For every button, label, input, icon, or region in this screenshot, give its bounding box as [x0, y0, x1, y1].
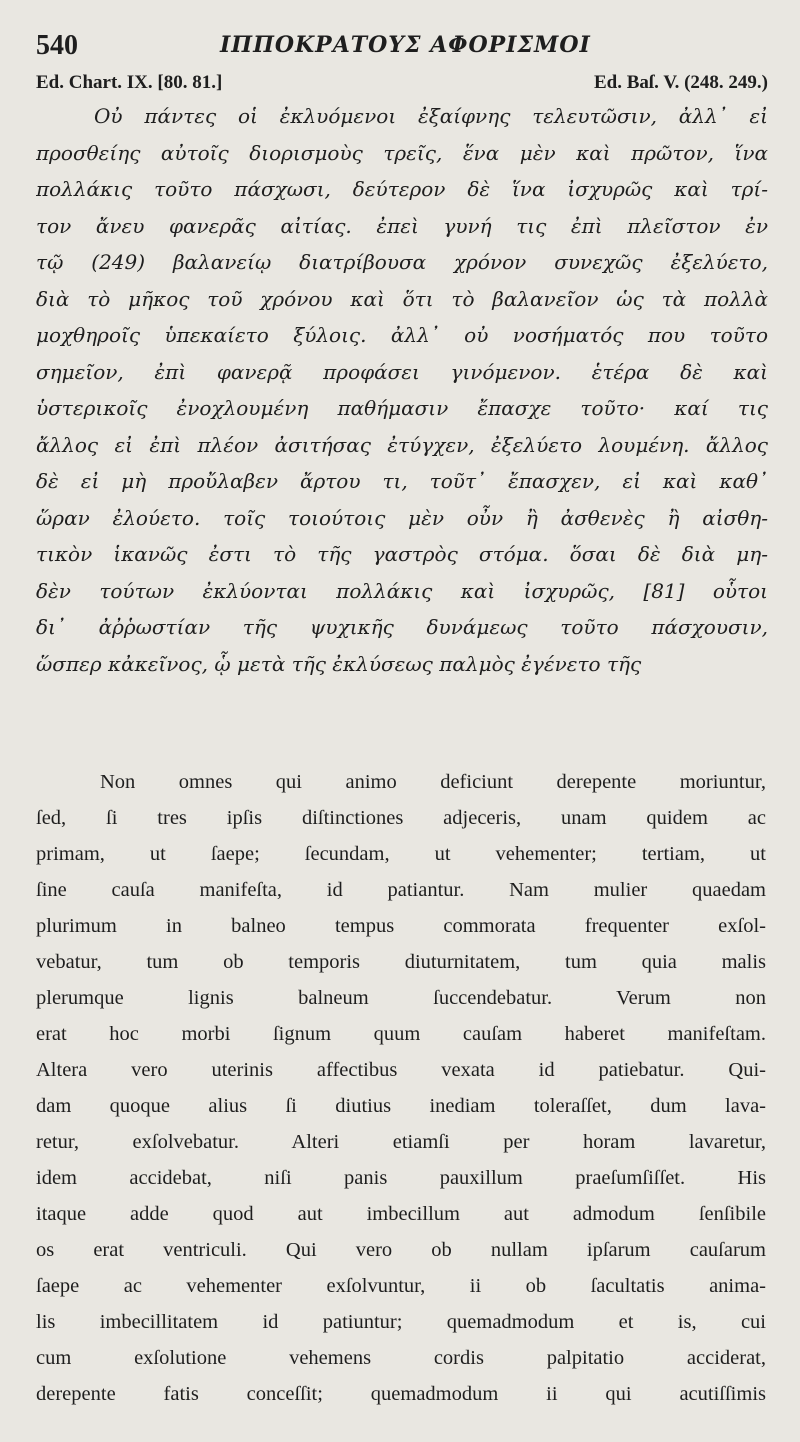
greek-text-block — [36, 98, 768, 682]
latin-line: plerumque lignis balneum ſuccendebatur. Verum non — [36, 987, 766, 1009]
latin-line: erat hoc morbi ſignum quum cauſam haberet manifeſtam. — [36, 1023, 766, 1045]
greek-line: μοχθηροῖς ὑπεκαίετο ξύλοις. ἀλλ᾿ οὐ νοσήματός που τοῦτο — [36, 323, 768, 347]
greek-line: ὥραν ἐλούετο. τοῖς τοιούτοις μὲν οὖν ἢ ἀσθενὲς ἢ αἰσθη- — [36, 505, 768, 530]
greek-line: Οὐ πάντες οἱ ἐκλυόμενοι ἐξαίφνης τελευτῶσιν, ἀλλ᾿ εἰ — [94, 104, 768, 128]
latin-line: retur, exſolvebatur. Alteri etiamſi per horam lavaretur, — [36, 1131, 766, 1153]
latin-line: lis imbecillitatem id patiuntur; quemadmodum et is, cui — [36, 1311, 766, 1333]
latin-line: ſine cauſa manifeſta, id patiantur. Nam mulier quaedam — [36, 879, 766, 901]
latin-line: idem accidebat, niſi panis pauxillum praeſumſiſſet. His — [36, 1167, 766, 1189]
running-title: ΙΠΠΟΚΡΑΤΟΥΣ ΑΦΟΡΙΣΜΟΙ — [220, 32, 591, 58]
latin-line: derepente fatis conceſſit; quemadmodum ii qui acutiſſimis — [36, 1383, 766, 1405]
latin-line: ſaepe ac vehementer exſolvuntur, ii ob ſacultatis anima- — [36, 1275, 766, 1297]
latin-line: Non omnes qui animo deficiunt derepente moriuntur, — [100, 771, 766, 793]
greek-line: πολλάκις τοῦτο πάσχωσι, δεύτερον δὲ ἵνα ἰσχυρῶς καὶ τρί- — [36, 177, 768, 201]
latin-line: ſed, ſi tres ipſis diſtinctiones adjeceris, unam quidem ac — [36, 807, 766, 829]
greek-line: ἄλλος εἰ ἐπὶ πλέον ἀσιτήσας ἐτύγχεν, ἐξελύετο λουμένη. ἄλλος — [36, 432, 768, 457]
page-number: 540 — [36, 30, 78, 61]
latin-line: plurimum in balneo tempus commorata frequenter exſol- — [36, 915, 766, 937]
latin-line: os erat ventriculi. Qui vero ob nullam ipſarum cauſarum — [36, 1239, 766, 1261]
edition-reference-left: Ed. Chart. IX. [80. 81.] — [36, 72, 223, 93]
latin-line: vebatur, tum ob temporis diuturnitatem, tum quia malis — [36, 951, 766, 973]
greek-line: δὲ εἰ μὴ προὔλαβεν ἄρτου τι, τοῦτ᾿ ἔπασχεν, εἰ καὶ καθ᾿ — [36, 469, 768, 493]
greek-line: διὰ τὸ μῆκος τοῦ χρόνου καὶ ὅτι τὸ βαλανεῖον ὡς τὰ πολλὰ — [36, 286, 768, 311]
latin-line: Altera vero uterinis affectibus vexata id patiebatur. Qui- — [36, 1059, 766, 1081]
greek-line: ὥσπερ κἀκεῖνος, ᾧ μετὰ τῆς ἐκλύσεως παλμὸς ἐγένετο τῆς — [36, 651, 642, 676]
edition-reference-right: Ed. Baſ. V. (248. 249.) — [593, 72, 768, 93]
greek-line: σημεῖον, ἐπὶ φανερᾷ προφάσει γινόμενον. ἑτέρα δὲ καὶ — [36, 359, 768, 384]
greek-line: δι᾿ ἀῤῥωστίαν τῆς ψυχικῆς δυνάμεως τοῦτο πάσχουσιν, — [36, 615, 768, 639]
greek-line: προσθείης αὐτοῖς διορισμοὺς τρεῖς, ἕνα μὲν καὶ πρῶτον, ἵνα — [36, 140, 768, 165]
greek-line: ὑστερικοῖς ἐνοχλουμένη παθήμασιν ἔπασχε τοῦτο· καί τις — [36, 396, 768, 420]
latin-line: cum exſolutione vehemens cordis palpitatio acciderat, — [36, 1347, 766, 1369]
greek-line: τῷ (249) βαλανείῳ διατρίβουσα χρόνον συνεχῶς ἐξελύετο, — [36, 250, 768, 274]
greek-line: τον ἄνευ φανερᾶς αἰτίας. ἐπεὶ γυνή τις ἐπὶ πλεῖστον ἐν — [36, 213, 768, 238]
latin-line: itaque adde quod aut imbecillum aut admodum ſenſibile — [36, 1203, 766, 1225]
greek-line: τικὸν ἱκανῶς ἐστι τὸ τῆς γαστρὸς στόμα. ὅσαι δὲ διὰ μη- — [36, 542, 768, 566]
latin-line: dam quoque alius ſi diutius inediam toleraſſet, dum lava- — [36, 1095, 766, 1117]
latin-line: primam, ut ſaepe; ſecundam, ut vehementer; tertiam, ut — [36, 843, 766, 865]
greek-line: δὲν τούτων ἐκλύονται πολλάκις καὶ ἰσχυρῶς, [81] οὗτοι — [36, 578, 768, 603]
latin-text-block — [36, 764, 766, 1412]
